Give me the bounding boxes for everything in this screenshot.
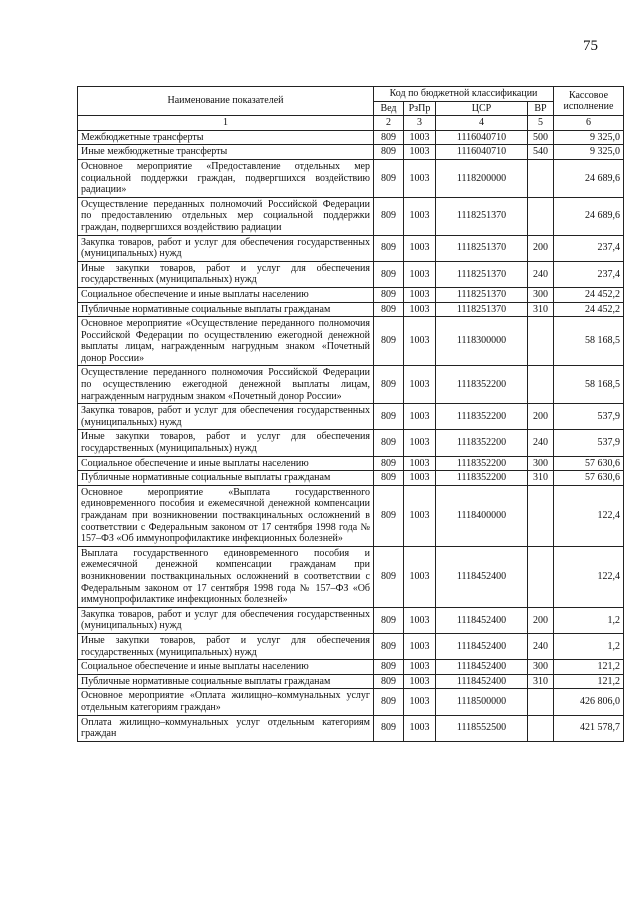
row-ved: 809: [374, 261, 404, 287]
row-ved: 809: [374, 633, 404, 659]
table-row: [78, 485, 624, 546]
row-name: Социальное обеспечение и иные выплаты населению: [78, 660, 374, 675]
table-row: [78, 235, 624, 261]
row-rzpr: 1003: [404, 366, 436, 404]
row-name: Оплата жилищно–коммунальных услуг отдельным категориям граждан: [78, 715, 374, 741]
row-vr: 310: [528, 302, 554, 317]
row-name: Публичные нормативные социальные выплаты гражданам: [78, 471, 374, 486]
row-amount: 57 630,6: [554, 471, 624, 486]
header-code-group: Код по бюджетной классификации: [374, 87, 554, 102]
row-vr: [528, 197, 554, 235]
page-number: 75: [583, 38, 598, 54]
row-rzpr: 1003: [404, 317, 436, 366]
row-csr: 1118400000: [436, 485, 528, 546]
table-row: [78, 689, 624, 715]
row-amount: 537,9: [554, 404, 624, 430]
row-vr: 200: [528, 404, 554, 430]
row-csr: 1118452400: [436, 633, 528, 659]
row-name: Основное мероприятие «Осуществление переданного полномочия Российской Федерации по осуществлению ежегодной денежной выплаты лицам, награжденным нагрудным знаком «Почетный донор России»: [78, 317, 374, 366]
table-row: [78, 404, 624, 430]
row-csr: 1118352200: [436, 456, 528, 471]
row-amount: 24 689,6: [554, 197, 624, 235]
header-vr: ВР: [528, 101, 554, 116]
row-amount: 24 689,6: [554, 159, 624, 197]
row-amount: 1,2: [554, 607, 624, 633]
table-row: [78, 633, 624, 659]
table-row: [78, 287, 624, 302]
row-rzpr: 1003: [404, 607, 436, 633]
row-amount: 121,2: [554, 660, 624, 675]
row-csr: 1118300000: [436, 317, 528, 366]
row-name: Основное мероприятие «Предоставление отдельных мер социальной поддержки граждан, подвергшихся воздействию радиации»: [78, 159, 374, 197]
row-csr: 1118552500: [436, 715, 528, 741]
table-row: [78, 546, 624, 607]
row-ved: 809: [374, 317, 404, 366]
table-row: [78, 261, 624, 287]
row-name: Иные закупки товаров, работ и услуг для обеспечения государственных (муниципальных) нужд: [78, 633, 374, 659]
row-rzpr: 1003: [404, 546, 436, 607]
row-rzpr: 1003: [404, 456, 436, 471]
row-amount: 9 325,0: [554, 145, 624, 160]
row-csr: 1116040710: [436, 130, 528, 145]
row-csr: 1118352200: [436, 404, 528, 430]
row-vr: 200: [528, 607, 554, 633]
header-name: Наименование показателей: [78, 87, 374, 116]
row-name: Основное мероприятие «Оплата жилищно–коммунальных услуг отдельным категориям граждан»: [78, 689, 374, 715]
row-name: Закупка товаров, работ и услуг для обеспечения государственных (муниципальных) нужд: [78, 404, 374, 430]
row-vr: [528, 485, 554, 546]
row-csr: 1118452400: [436, 674, 528, 689]
row-rzpr: 1003: [404, 674, 436, 689]
row-rzpr: 1003: [404, 159, 436, 197]
row-rzpr: 1003: [404, 235, 436, 261]
row-vr: 300: [528, 660, 554, 675]
row-vr: [528, 159, 554, 197]
row-name: Осуществление переданных полномочий Российской Федерации по предоставлению отдельных мер социальной поддержки граждан, подвергшихся воздействию радиации: [78, 197, 374, 235]
row-rzpr: 1003: [404, 261, 436, 287]
table-row: [78, 660, 624, 675]
row-csr: 1118500000: [436, 689, 528, 715]
row-vr: [528, 715, 554, 741]
row-ved: 809: [374, 235, 404, 261]
row-amount: 1,2: [554, 633, 624, 659]
row-amount: 237,4: [554, 261, 624, 287]
row-ved: 809: [374, 485, 404, 546]
row-rzpr: 1003: [404, 715, 436, 741]
row-vr: 240: [528, 430, 554, 456]
table-row: [78, 471, 624, 486]
row-ved: 809: [374, 689, 404, 715]
row-amount: 537,9: [554, 430, 624, 456]
row-ved: 809: [374, 366, 404, 404]
row-amount: 24 452,2: [554, 287, 624, 302]
row-vr: 200: [528, 235, 554, 261]
row-ved: 809: [374, 674, 404, 689]
row-vr: [528, 317, 554, 366]
row-csr: 1118352200: [436, 471, 528, 486]
row-ved: 809: [374, 660, 404, 675]
row-vr: 300: [528, 456, 554, 471]
row-name: Иные межбюджетные трансферты: [78, 145, 374, 160]
row-ved: 809: [374, 287, 404, 302]
table-row: [78, 302, 624, 317]
row-rzpr: 1003: [404, 302, 436, 317]
row-name: Социальное обеспечение и иные выплаты населению: [78, 456, 374, 471]
row-rzpr: 1003: [404, 689, 436, 715]
row-ved: 809: [374, 145, 404, 160]
row-ved: 809: [374, 130, 404, 145]
row-amount: 9 325,0: [554, 130, 624, 145]
row-name: Закупка товаров, работ и услуг для обеспечения государственных (муниципальных) нужд: [78, 235, 374, 261]
row-amount: 24 452,2: [554, 302, 624, 317]
column-number: 3: [404, 116, 436, 131]
row-amount: 58 168,5: [554, 317, 624, 366]
row-name: Социальное обеспечение и иные выплаты населению: [78, 287, 374, 302]
table-row: [78, 456, 624, 471]
row-csr: 1116040710: [436, 145, 528, 160]
row-csr: 1118251370: [436, 197, 528, 235]
column-number: 5: [528, 116, 554, 131]
row-csr: 1118251370: [436, 235, 528, 261]
row-vr: 540: [528, 145, 554, 160]
table-row: [78, 130, 624, 145]
column-number: 2: [374, 116, 404, 131]
row-name: Иные закупки товаров, работ и услуг для обеспечения государственных (муниципальных) нужд: [78, 261, 374, 287]
table-row: [78, 317, 624, 366]
row-name: Иные закупки товаров, работ и услуг для обеспечения государственных (муниципальных) нужд: [78, 430, 374, 456]
table-row: [78, 159, 624, 197]
header-cash: Кассовое исполнение: [554, 87, 624, 116]
row-ved: 809: [374, 430, 404, 456]
header-ved: Вед: [374, 101, 404, 116]
row-ved: 809: [374, 404, 404, 430]
row-ved: 809: [374, 546, 404, 607]
row-amount: 237,4: [554, 235, 624, 261]
row-rzpr: 1003: [404, 430, 436, 456]
row-vr: 240: [528, 633, 554, 659]
table-body: [78, 130, 624, 741]
row-ved: 809: [374, 456, 404, 471]
row-rzpr: 1003: [404, 485, 436, 546]
row-name: Публичные нормативные социальные выплаты гражданам: [78, 674, 374, 689]
table-row: [78, 366, 624, 404]
row-rzpr: 1003: [404, 404, 436, 430]
row-csr: 1118200000: [436, 159, 528, 197]
row-ved: 809: [374, 715, 404, 741]
row-csr: 1118251370: [436, 287, 528, 302]
header-csr: ЦСР: [436, 101, 528, 116]
row-vr: 300: [528, 287, 554, 302]
row-ved: 809: [374, 302, 404, 317]
row-ved: 809: [374, 159, 404, 197]
row-vr: 310: [528, 674, 554, 689]
row-csr: 1118251370: [436, 261, 528, 287]
table-row: [78, 197, 624, 235]
row-amount: 426 806,0: [554, 689, 624, 715]
row-name: Осуществление переданного полномочия Российской Федерации по осуществлению ежегодной денежной выплаты лицам, награжденным нагрудным знаком «Почетный донор России»: [78, 366, 374, 404]
row-rzpr: 1003: [404, 130, 436, 145]
row-amount: 122,4: [554, 485, 624, 546]
column-number: 4: [436, 116, 528, 131]
table-row: [78, 715, 624, 741]
budget-table: [77, 86, 624, 742]
row-vr: [528, 366, 554, 404]
row-rzpr: 1003: [404, 287, 436, 302]
row-ved: 809: [374, 607, 404, 633]
table-row: [78, 430, 624, 456]
column-number: 1: [78, 116, 374, 131]
row-csr: 1118452400: [436, 546, 528, 607]
row-csr: 1118352200: [436, 366, 528, 404]
table-row: [78, 145, 624, 160]
row-rzpr: 1003: [404, 660, 436, 675]
row-vr: [528, 546, 554, 607]
row-amount: 57 630,6: [554, 456, 624, 471]
column-number: 6: [554, 116, 624, 131]
row-name: Публичные нормативные социальные выплаты гражданам: [78, 302, 374, 317]
row-csr: 1118352200: [436, 430, 528, 456]
row-vr: 310: [528, 471, 554, 486]
column-number-row: [78, 116, 624, 131]
row-vr: 240: [528, 261, 554, 287]
row-ved: 809: [374, 197, 404, 235]
row-csr: 1118452400: [436, 607, 528, 633]
table-row: [78, 674, 624, 689]
header-rzpr: РзПр: [404, 101, 436, 116]
table-row: [78, 607, 624, 633]
row-name: Основное мероприятие «Выплата государственного единовременного пособия и ежемесячной денежной компенсации гражданам при возникновении поствакцинальных осложнений в соответствии с Федеральным законом от 17 сентября 1998 года № 157–ФЗ «Об иммунопрофилактике инфекционных болезней»: [78, 485, 374, 546]
row-amount: 122,4: [554, 546, 624, 607]
row-name: Выплата государственного единовременного пособия и ежемесячной денежной компенсации гражданам при возникновении поствакцинальных осложнений в соответствии с Федеральным законом от 17 сентября 1998 года № 157–ФЗ «Об иммунопрофилактике инфекционных болезней»: [78, 546, 374, 607]
row-vr: [528, 689, 554, 715]
row-ved: 809: [374, 471, 404, 486]
row-amount: 121,2: [554, 674, 624, 689]
row-name: Межбюджетные трансферты: [78, 130, 374, 145]
row-amount: 421 578,7: [554, 715, 624, 741]
row-csr: 1118452400: [436, 660, 528, 675]
row-vr: 500: [528, 130, 554, 145]
row-rzpr: 1003: [404, 197, 436, 235]
row-rzpr: 1003: [404, 145, 436, 160]
row-rzpr: 1003: [404, 471, 436, 486]
row-name: Закупка товаров, работ и услуг для обеспечения государственных (муниципальных) нужд: [78, 607, 374, 633]
row-amount: 58 168,5: [554, 366, 624, 404]
row-csr: 1118251370: [436, 302, 528, 317]
row-rzpr: 1003: [404, 633, 436, 659]
